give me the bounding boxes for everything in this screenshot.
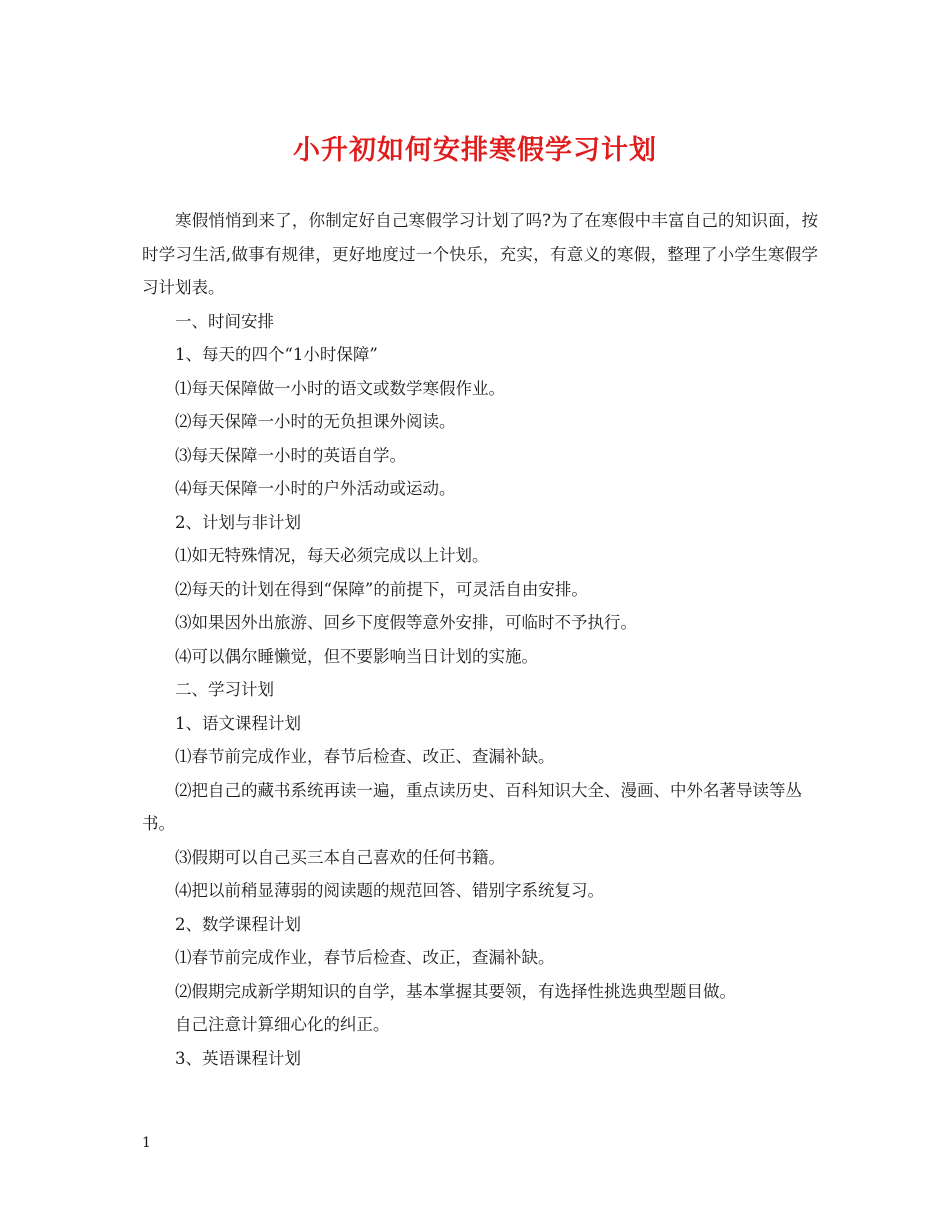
subsection-heading: 2、计划与非计划	[175, 512, 301, 532]
subsection-heading: 3、英语课程计划	[175, 1048, 301, 1068]
subsection-heading: 1、每天的四个“1小时保障”	[175, 345, 378, 364]
list-item: ⑵每天的计划在得到“保障”的前提下，可灵活自由安排。	[175, 579, 588, 599]
list-item: ⑴每天保障做一小时的语文或数学寒假作业。	[175, 378, 505, 398]
page-number: 1	[142, 1135, 151, 1151]
section-heading-study: 二、学习计划	[175, 680, 274, 699]
list-item: ⑷把以前稍显薄弱的阅读题的规范回答、错别字系统复习。	[175, 881, 604, 900]
section-heading-time: 一、时间安排	[175, 311, 274, 331]
list-item: ⑴春节前完成作业，春节后检查、改正，查漏补缺。	[175, 948, 555, 967]
document-title: 小升初如何安排寒假学习计划	[293, 135, 657, 166]
subsection-heading: 1、语文课程计划	[175, 713, 301, 733]
list-item: ⑶每天保障一小时的英语自学。	[175, 445, 406, 465]
list-item: ⑵假期完成新学期知识的自学，基本掌握其要领，有选择性挑选典型题目做。	[175, 981, 736, 1001]
list-item: 自己注意计算细心化的纠正。	[175, 1015, 390, 1034]
document-body	[142, 204, 818, 1075]
list-item: ⑴如无特殊情况，每天必须完成以上计划。	[175, 546, 489, 565]
subsection-heading: 2、数学课程计划	[175, 914, 301, 934]
list-item: ⑶如果因外出旅游、回乡下度假等意外安排，可临时不予执行。	[175, 613, 637, 632]
intro-paragraph: 寒假悄悄到来了，你制定好自己寒假学习计划了吗?为了在寒假中丰富自己的知识面，按时学习生活,做事有规律，更好地度过一个快乐，充实，有意义的寒假，整理了小学生寒假学习计划表。	[142, 211, 818, 297]
list-item: ⑵把自己的藏书系统再读一遍，重点读历史、百科知识大全、漫画、中外名著导读等丛书。	[142, 780, 802, 833]
list-item: ⑷每天保障一小时的户外活动或运动。	[175, 479, 456, 498]
list-item: ⑵每天保障一小时的无负担课外阅读。	[175, 412, 456, 431]
list-item: ⑷可以偶尔睡懒觉，但不要影响当日计划的实施。	[175, 646, 538, 666]
list-item: ⑴春节前完成作业，春节后检查、改正、查漏补缺。	[175, 747, 555, 766]
list-item: ⑶假期可以自己买三本自己喜欢的任何书籍。	[175, 847, 505, 867]
